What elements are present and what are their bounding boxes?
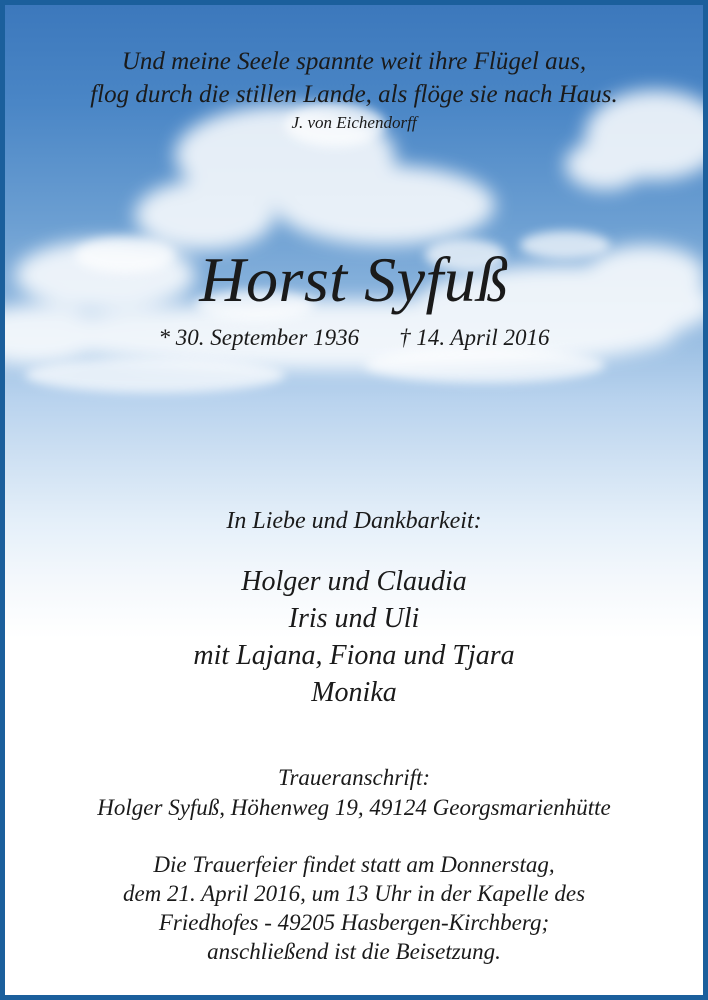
quote: [5, 45, 703, 111]
service-line: anschließend ist die Beisetzung.: [207, 939, 501, 964]
quote-line: flog durch die stillen Lande, als flöge sie nach Haus.: [90, 81, 618, 108]
address-text: Holger Syfuß, Höhenweg 19, 49124 Georgsmarienhütte: [97, 795, 611, 820]
quote-author: J. von Eichendorff: [291, 113, 417, 132]
life-dates: [5, 325, 703, 351]
deceased-name: Horst Syfuß: [199, 244, 509, 315]
mourners-intro: In Liebe und Dankbarkeit:: [226, 508, 482, 534]
service-line: dem 21. April 2016, um 13 Uhr in der Kapelle des: [122, 881, 586, 906]
address-label: Traueranschrift:: [277, 765, 431, 790]
mourner-line: Monika: [311, 677, 397, 708]
service-info: [5, 850, 703, 966]
birth-date: * 30. September 1936: [158, 325, 360, 350]
mourner-line: Holger und Claudia: [241, 566, 467, 597]
service-line: Die Trauerfeier findet statt am Donnerstag,: [153, 852, 555, 877]
service-line: Friedhofes - 49205 Hasbergen-Kirchberg;: [158, 910, 550, 935]
quote-line: Und meine Seele spannte weit ihre Flügel aus,: [121, 48, 587, 75]
death-date: † 14. April 2016: [399, 325, 550, 350]
mourners-list: [5, 563, 703, 711]
mourner-line: Iris und Uli: [288, 603, 420, 634]
mourner-line: mit Lajana, Fiona und Tjara: [193, 640, 515, 671]
